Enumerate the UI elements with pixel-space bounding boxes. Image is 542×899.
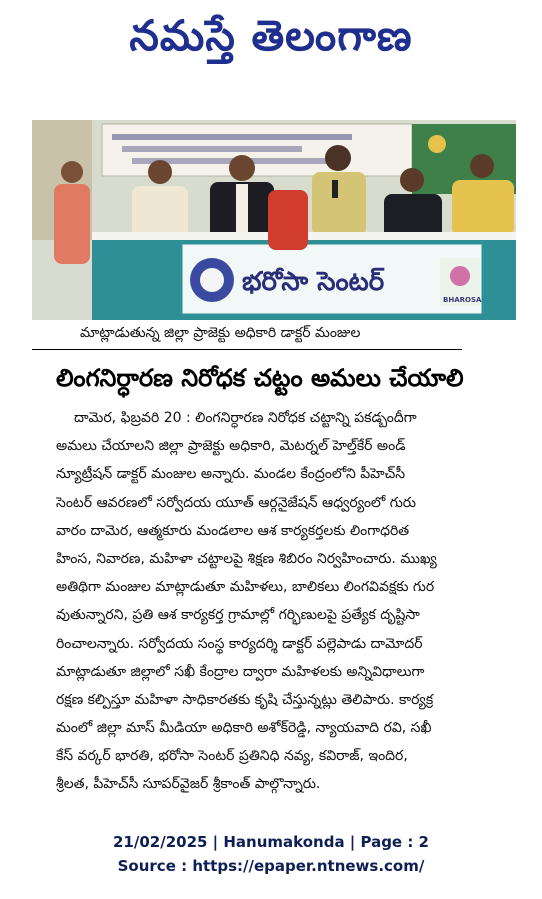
article-line: మంలో జిల్లా మాస్ మీడియా అధికారి అశోక్‌రెడ్డి, న్యాయవాది రవి, సఖీ [56,720,432,737]
article-line: శ్రీలత, పీహెచ్‌సీ సూపర్‌వైజర్ శ్రీకాంత్ పాల్గొన్నారు. [56,776,321,793]
photo-caption: మాట్లాడుతున్న జిల్లా ప్రాజెక్టు అధికారి డాక్టర్ మంజుల [32,320,462,350]
bharosa-banner-text: భరోసా సెంటర్ [242,267,385,297]
edition-info: 21/02/2025 | Hanumakonda | Page : 2 [112,833,429,851]
article-line: వుతున్నారని, ప్రతి ఆశ కార్యకర్త గ్రామాల్లో గర్భిణులపై ప్రత్యేక దృష్టిసా [56,607,420,624]
article-line: రించాలన్నారు. సర్వోదయ సంస్థ కార్యదర్శి డాక్టర్ పల్లెపాడు దామోదర్ [56,635,423,652]
bharosa-badge-text: BHAROSA [443,296,482,304]
article-body [56,404,516,804]
article-line: దామెర, ఫిబ్రవరి 20 : లింగనిర్ధారణ నిరోధక చట్టాన్ని పకడ్బందీగా [74,410,417,426]
masthead-title: నమస్తే తెలంగాణ [129,11,413,60]
article-photo [32,120,516,320]
article-line: వారం దామెర, ఆత్మకూరు మండలాల ఆశ కార్యకర్తలకు లింగాధరిత [56,522,410,539]
article-line: రక్షణ కల్పిస్తూ మహిళా సాధికారతకు కృషి చేస్తున్నట్లు తెలిపారు. కార్యక్ర [56,691,434,708]
article-line: అమలు చేయాలని జిల్లా ప్రాజెక్టు అధికారి, మెటర్నల్ హెల్త్‌కేర్ అండ్ [56,438,406,455]
article-headline: లింగనిర్ధారణ నిరోధక చట్టం అమలు చేయాలి [56,364,464,392]
article-line: సెంటర్ ఆవరణలో సర్వోదయ యూత్ ఆర్గనైజేషన్ ఆధ్వర్యంలో గురు [56,494,416,511]
photo-illustration [32,120,516,320]
article-line: హింస, నివారణ, మహిళా చట్టాలపై శిక్షణ శిబిరం నిర్వహించారు. ముఖ్య [56,550,437,567]
article-line: న్యూట్రీషన్ డాక్టర్ మంజుల అన్నారు. మండల కేంద్రంలోని పీహెచ్‌సీ [56,466,406,483]
page-footer [0,830,542,878]
article-line: కేస్ వర్కర్ భారతి, భరోసా సెంటర్ ప్రతినిధి నవ్య, కవిరాజ్, ఇందిర, [56,748,408,765]
article-line: మాట్లాడుతూ జిల్లాలో సఖీ కేంద్రాల ద్వారా మహిళలకు అన్నివిధాలుగా [56,663,425,680]
source-link[interactable]: Source : https://epaper.ntnews.com/ [117,857,425,875]
article-line: అతిథిగా మంజుల మాట్లాడుతూ మహిళలు, బాలికలు లింగవివక్షకు గుర [56,579,435,596]
newspaper-masthead [0,0,542,82]
